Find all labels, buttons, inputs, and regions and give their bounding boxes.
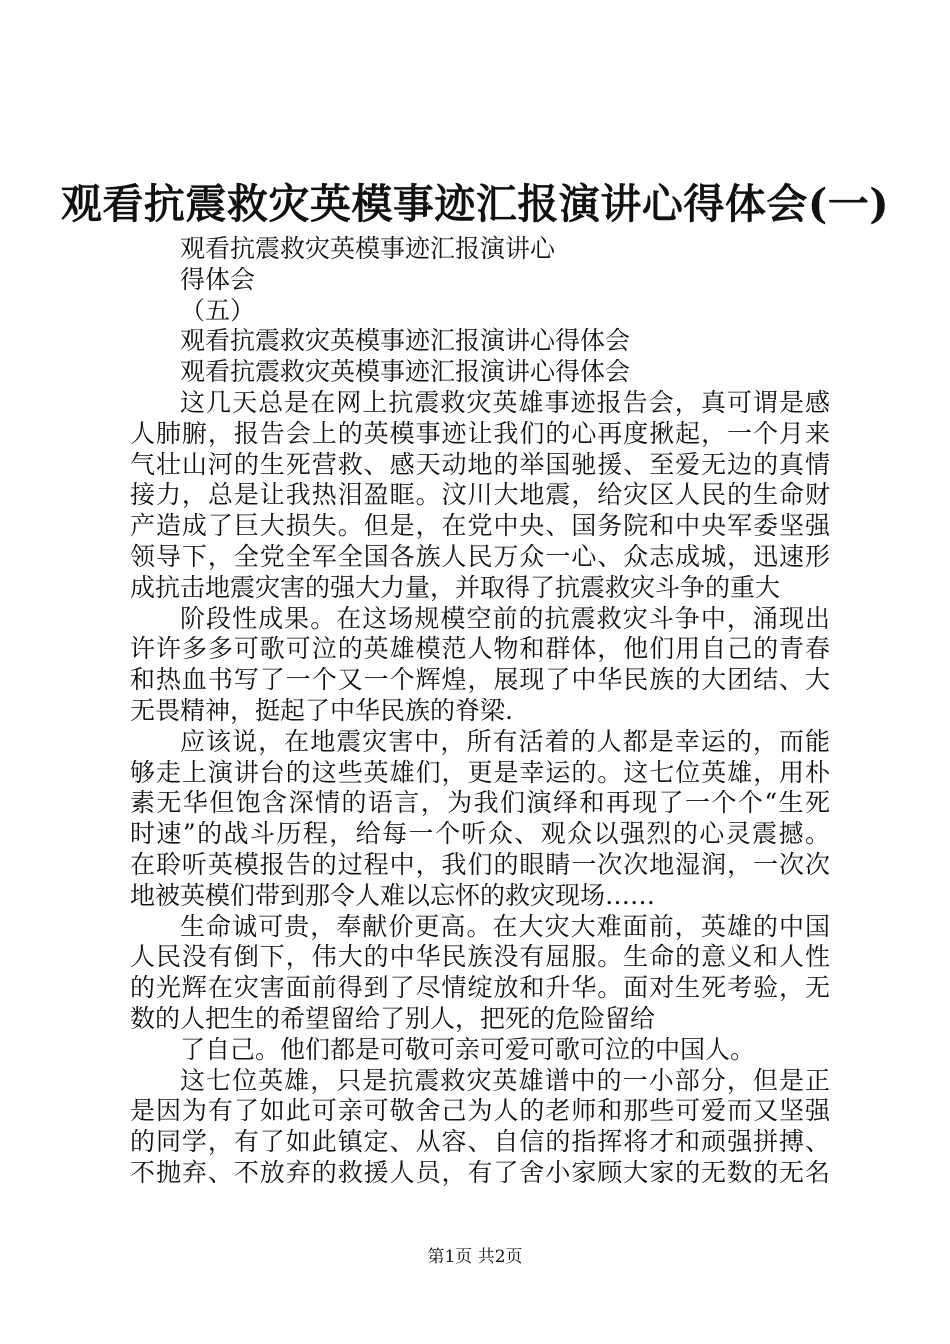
text-line: 是因为有了如此可亲可敬舍己为人的老师和那些可爱而又坚强 <box>130 1096 830 1126</box>
text-line: 在聆听英模报告的过程中，我们的眼睛一次次地湿润，一次次 <box>130 849 830 879</box>
text-line: 生命诚可贵，奉献价更高。在大灾大难面前，英雄的中国 <box>180 911 830 941</box>
document-body <box>130 234 830 1189</box>
text-line: 人肺腑，报告会上的英模事迹让我们的心再度揪起，一个月来 <box>130 418 830 448</box>
text-line: 观看抗震救灾英模事迹汇报演讲心 <box>180 234 556 263</box>
text-line: 产造成了巨大损失。但是，在党中央、国务院和中央军委坚强 <box>130 511 830 541</box>
text-line: 接力，总是让我热泪盈眶。汶川大地震，给灾区人民的生命财 <box>130 480 830 510</box>
text-line: 这几天总是在网上抗震救灾英雄事迹报告会，真可谓是感 <box>180 387 830 417</box>
text-line: 了自己。他们都是可敬可亲可爱可歌可泣的中国人。 <box>180 1034 756 1064</box>
text-line: 素无华但饱含深情的语言，为我们演绎和再现了一个个“生死 <box>130 788 830 818</box>
text-line: 气壮山河的生死营救、感天动地的举国驰援、至爱无边的真情 <box>130 449 830 479</box>
text-line: 许许多多可歌可泣的英雄模范人物和群体，他们用自己的青春 <box>130 634 830 664</box>
text-line: 成抗击地震灾害的强大力量，并取得了抗震救灾斗争的重大 <box>130 572 781 602</box>
page-footer: 第1页 共2页 <box>427 1247 523 1267</box>
text-line: 得体会 <box>180 264 256 294</box>
text-line: 够走上演讲台的这些英雄们，更是幸运的。这七位英雄，用朴 <box>130 757 830 787</box>
text-line: 应该说，在地震灾害中，所有活着的人都是幸运的，而能 <box>180 726 830 756</box>
text-line: 无畏精神，挺起了中华民族的脊梁. <box>130 695 513 725</box>
text-line: 观看抗震救灾英模事迹汇报演讲心得体会 <box>180 326 631 356</box>
document-title: 观看抗震救灾英模事迹汇报演讲心得体会(一) <box>60 180 890 228</box>
text-line: 时速”的战斗历程，给每一个听众、观众以强烈的心灵震撼。 <box>130 819 830 849</box>
text-line: 的光辉在灾害面前得到了尽情绽放和升华。面对生死考验，无 <box>130 973 830 1003</box>
text-line: 阶段性成果。在这场规模空前的抗震救灾斗争中，涌现出 <box>180 603 830 633</box>
text-line: （五） <box>180 295 256 325</box>
text-line: 的同学，有了如此镇定、从容、自信的指挥将才和顽强拼搏、 <box>130 1127 830 1157</box>
text-line: 观看抗震救灾英模事迹汇报演讲心得体会 <box>180 357 631 387</box>
text-line: 地被英模们带到那令人难以忘怀的救灾现场…… <box>130 880 656 910</box>
text-line: 数的人把生的希望留给了别人，把死的危险留给 <box>130 1003 656 1033</box>
text-line: 和热血书写了一个又一个辉煌，展现了中华民族的大团结、大 <box>130 665 830 695</box>
text-line: 领导下，全党全军全国各族人民万众一心、众志成城，迅速形 <box>130 541 830 571</box>
text-line: 这七位英雄，只是抗震救灾英雄谱中的一小部分，但是正 <box>180 1065 830 1095</box>
text-line: 不抛弃、不放弃的救援人员，有了舍小家顾大家的无数的无名 <box>130 1157 830 1187</box>
text-line: 人民没有倒下，伟大的中华民族没有屈服。生命的意义和人性 <box>130 942 830 972</box>
